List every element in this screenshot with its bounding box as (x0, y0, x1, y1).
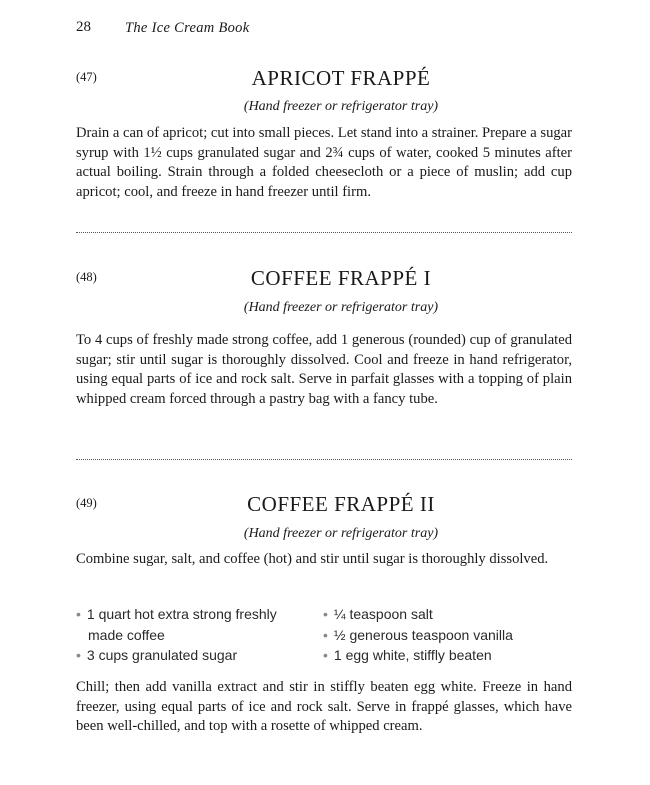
recipe-title: APRICOT FRAPPÉ (251, 66, 431, 90)
recipe-intro: Combine sugar, salt, and coffee (hot) and stir until sugar is thoroughly dissolved. (76, 551, 549, 567)
section-divider (76, 232, 572, 233)
list-item: • ½ generous teaspoon vanilla (323, 626, 513, 643)
recipe-text: To 4 cups of freshly made strong coffee, add 1 generous (rounded) cup of granulated sugar; stir until sugar is thoroughly dissolved. Cool and freeze in hand refrigerator, using equal parts of ice and rock salt. Serve in parfait glasses with a topping of plain whipped cream forced through a pastry bag with a fancy tube. (76, 332, 572, 407)
running-head: The Ice Cream Book (125, 20, 250, 36)
bullet-icon: • (76, 647, 81, 663)
list-item: • 3 cups granulated sugar (76, 647, 238, 663)
recipe-subtitle: (Hand freezer or refrigerator tray) (243, 99, 439, 114)
ingredients-right (323, 604, 572, 666)
list-item: • ¼ teaspoon salt (323, 606, 433, 622)
recipe-number: (49) (76, 496, 97, 510)
section-divider (76, 459, 572, 460)
list-item: • 1 egg white, stiffly beaten (323, 647, 492, 663)
bullet-icon: • (323, 606, 328, 622)
ingredients-left (76, 604, 316, 666)
recipe-subtitle: (Hand freezer or refrigerator tray) (243, 300, 439, 315)
recipe-text: Drain a can of apricot; cut into small pieces. Let stand into a strainer. Prepare a sugar syrup with 1½ cups granulated sugar and 2¾ cups of water, cooked 5 minutes after actual boiling. Strain through a folded cheesecloth or a piece of muslin; add cup apricot; cool, and freeze in hand freezer until firm. (76, 125, 573, 200)
recipe-title: COFFEE FRAPPÉ I (250, 266, 432, 290)
recipe-text: Chill; then add vanilla extract and stir in stiffly beaten egg white. Freeze in hand freezer, using equal parts of ice and rock salt. Serve in frappé glasses, which have been well-chilled, and top with a rosette of whipped cream. (76, 679, 572, 734)
bullet-icon: • (76, 606, 81, 622)
list-item: • 1 quart hot extra strong freshly (76, 606, 277, 622)
recipe-number: (48) (76, 270, 97, 284)
recipe-subtitle: (Hand freezer or refrigerator tray) (243, 526, 439, 541)
recipe-title: COFFEE FRAPPÉ II (247, 492, 435, 516)
page-number: 28 (76, 19, 91, 35)
list-item: made coffee (88, 626, 165, 643)
recipe-number: (47) (76, 70, 97, 84)
bullet-icon: • (323, 647, 328, 663)
bullet-icon: • (323, 626, 328, 643)
